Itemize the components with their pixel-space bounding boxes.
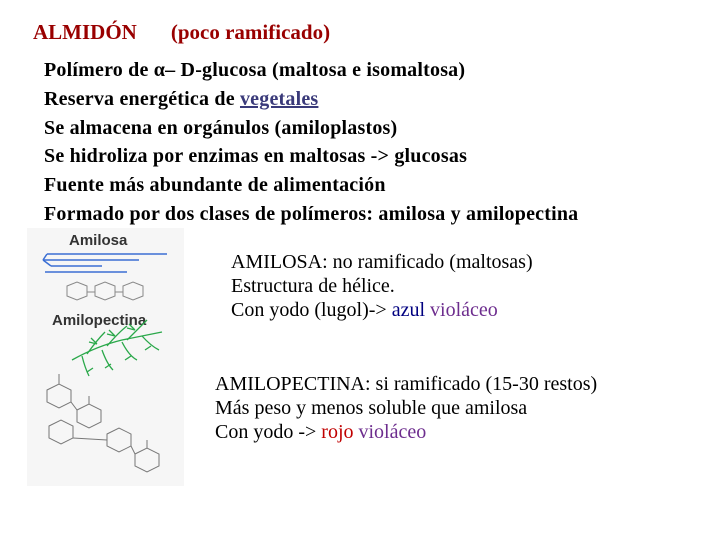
amilopectina-line-3-prefix: Con yodo -> xyxy=(215,421,322,443)
slide-title xyxy=(33,20,330,45)
amilopectina-line-3 xyxy=(215,420,597,444)
bullet-list xyxy=(44,56,578,229)
bullet-3: Se almacena en orgánulos (amiloplastos) xyxy=(44,116,398,139)
bullet-5: Fuente más abundante de alimentación xyxy=(44,174,386,197)
amilosa-line-3-prefix: Con yodo (lugol)-> xyxy=(231,299,392,321)
amilopectina-line-1: AMILOPECTINA: si ramificado (15-30 restos) xyxy=(215,373,598,395)
amilosa-line-2: Estructura de hélice. xyxy=(231,275,395,297)
figure-label-amilosa: Amilosa xyxy=(69,232,128,249)
amilosa-description xyxy=(231,250,533,322)
amilopectina-line-2: Más peso y menos soluble que amilosa xyxy=(215,397,528,419)
amilosa-chain-icon xyxy=(43,254,167,272)
title-main: ALMIDÓN xyxy=(33,20,137,44)
structure-drawing xyxy=(27,228,184,486)
amilosa-color-azul: azul xyxy=(391,299,426,321)
bullet-6: Formado por dos clases de polímeros: amilosa y amilopectina xyxy=(44,202,579,225)
glucose-rings-icon xyxy=(67,282,143,300)
bullet-2-text: Reserva energética de xyxy=(44,87,240,110)
amilopectina-description xyxy=(215,372,597,444)
amilosa-color-violaceo: violáceo xyxy=(430,299,498,321)
amilosa-line-3 xyxy=(231,298,533,322)
amilopectina-color-violaceo: violáceo xyxy=(358,421,427,443)
bullet-4: Se hidroliza por enzimas en maltosas -> glucosas xyxy=(44,145,468,168)
starch-structure-figure xyxy=(27,228,184,486)
bullet-1: Polímero de α– D-glucosa (maltosa e isomaltosa) xyxy=(44,59,466,81)
chemical-structure-icon xyxy=(47,374,159,472)
amilosa-line-1: AMILOSA: no ramificado (maltosas) xyxy=(231,251,533,273)
amilopectina-tree-icon xyxy=(72,320,162,376)
title-subtitle: (poco ramificado) xyxy=(170,20,331,44)
amilopectina-color-rojo: rojo xyxy=(321,421,354,443)
figure-label-amilopectina: Amilopectina xyxy=(52,312,147,329)
bullet-2 xyxy=(44,85,578,114)
bullet-2-underlined: vegetales xyxy=(239,87,319,110)
